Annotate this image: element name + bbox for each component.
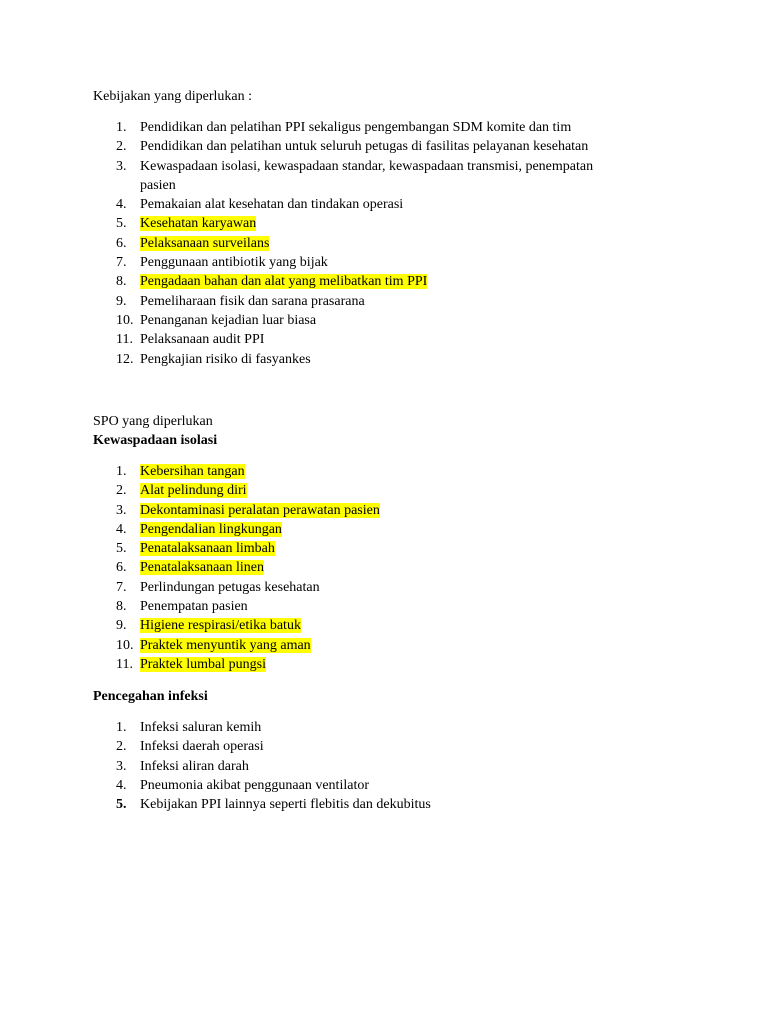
list-item-number: 11. <box>116 656 133 672</box>
list-item <box>0 757 660 776</box>
list-item-text: Infeksi saluran kemih <box>140 720 262 735</box>
list-item-number: 6. <box>116 560 127 576</box>
list-item-text: Penanganan kejadian luar biasa <box>140 312 317 328</box>
list-item-number: 1. <box>116 120 127 135</box>
list-item <box>0 737 660 756</box>
section-heading-spo: SPO yang diperlukan <box>93 414 213 429</box>
list-item-number: 5. <box>116 216 127 232</box>
list-item-number: 1. <box>116 720 127 735</box>
list-item <box>0 195 660 214</box>
list-item-number: 2. <box>116 139 127 155</box>
list-item-text: Kebersihan tangan <box>140 464 245 479</box>
list-item <box>0 330 660 349</box>
list-item-number: 9. <box>116 293 127 309</box>
list-item-text-continued: pasien <box>140 177 176 193</box>
list-item-number: 8. <box>116 599 127 615</box>
subheading-kewaspadaan-isolasi: Kewaspadaan isolasi <box>93 433 218 448</box>
list-item <box>0 350 660 369</box>
list-item <box>0 616 660 635</box>
list-item-text: Pengkajian risiko di fasyankes <box>140 351 311 367</box>
list-item <box>0 718 660 737</box>
list-item-text: Pemeliharaan fisik dan sarana prasarana <box>140 293 365 309</box>
list-item-text: Penatalaksanaan limbah <box>140 541 275 557</box>
list-item-text: Kewaspadaan isolasi, kewaspadaan standar, kewaspadaan transmisi, penempatan <box>140 158 594 174</box>
list-item-text: Kesehatan karyawan <box>140 216 257 232</box>
subheading-pencegahan-infeksi: Pencegahan infeksi <box>93 689 208 704</box>
list-item-number: 3. <box>116 158 127 174</box>
list-item <box>0 501 660 520</box>
list-item <box>0 539 660 558</box>
list-item-text: Kebijakan PPI lainnya seperti flebitis dan dekubitus <box>140 797 431 813</box>
list-item-text: Pendidikan dan pelatihan PPI sekaligus pengembangan SDM komite dan tim <box>140 120 572 135</box>
list-item <box>0 462 660 481</box>
list-item <box>0 655 660 674</box>
list-item-number: 5. <box>116 541 127 557</box>
list-item-number: 2. <box>116 483 127 499</box>
list-item <box>0 776 660 795</box>
list-item-text: Higiene respirasi/etika batuk <box>140 618 301 634</box>
list-item-number: 1. <box>116 464 127 479</box>
list-pencegahan-infeksi <box>0 718 660 814</box>
list-kebijakan <box>0 118 660 369</box>
list-item-number: 3. <box>116 758 127 774</box>
list-item-text: Penggunaan antibiotik yang bijak <box>140 255 328 271</box>
list-item <box>0 311 660 330</box>
list-item-text: Praktek menyuntik yang aman <box>140 637 311 653</box>
list-item-number: 8. <box>116 274 127 290</box>
list-item-number: 7. <box>116 579 127 595</box>
list-item <box>0 234 660 253</box>
list-item <box>0 292 660 311</box>
list-item <box>0 578 660 597</box>
list-item-number: 9. <box>116 618 127 634</box>
list-item-number: 12. <box>116 351 134 367</box>
list-item <box>0 253 660 272</box>
list-item-text: Pendidikan dan pelatihan untuk seluruh petugas di fasilitas pelayanan kesehatan <box>140 139 589 155</box>
list-item <box>0 481 660 500</box>
list-item-number: 5. <box>116 797 127 813</box>
list-item-number: 4. <box>116 197 127 213</box>
list-item <box>0 137 660 156</box>
list-item-number: 10. <box>116 312 134 328</box>
list-item-text: Infeksi daerah operasi <box>140 739 264 755</box>
list-item-number: 4. <box>116 521 127 537</box>
list-item-text: Perlindungan petugas kesehatan <box>140 579 320 595</box>
section-heading-kebijakan: Kebijakan yang diperlukan : <box>93 89 253 104</box>
list-item-text: Pemakaian alat kesehatan dan tindakan operasi <box>140 197 404 213</box>
list-item-text: Infeksi aliran darah <box>140 758 249 774</box>
list-item-text: Dekontaminasi peralatan perawatan pasien <box>140 502 380 518</box>
list-item-text: Praktek lumbal pungsi <box>140 656 266 672</box>
list-item-text: Pelaksanaan audit PPI <box>140 332 265 348</box>
list-item-number: 11. <box>116 332 133 348</box>
list-item <box>0 520 660 539</box>
list-item <box>0 214 660 233</box>
list-item-number: 10. <box>116 637 134 653</box>
list-item-text: Alat pelindung diri <box>140 483 247 499</box>
list-item-number: 2. <box>116 739 127 755</box>
list-item-text: Pengadaan bahan dan alat yang melibatkan tim PPI <box>140 274 428 290</box>
list-item <box>0 795 660 814</box>
list-item <box>0 272 660 291</box>
list-item-number: 6. <box>116 235 127 251</box>
list-item <box>0 157 660 196</box>
list-item-text: Pelaksanaan surveilans <box>140 235 270 251</box>
list-item-text: Pengendalian lingkungan <box>140 521 282 537</box>
list-item <box>0 118 660 137</box>
list-item <box>0 636 660 655</box>
list-kewaspadaan-isolasi <box>0 462 660 674</box>
list-item-text: Penempatan pasien <box>140 599 248 615</box>
list-item-number: 3. <box>116 502 127 518</box>
list-item-text: Pneumonia akibat penggunaan ventilator <box>140 777 369 793</box>
list-item <box>0 597 660 616</box>
list-item <box>0 558 660 577</box>
list-item-number: 7. <box>116 255 127 271</box>
list-item-text: Penatalaksanaan linen <box>140 560 265 576</box>
list-item-number: 4. <box>116 777 127 793</box>
